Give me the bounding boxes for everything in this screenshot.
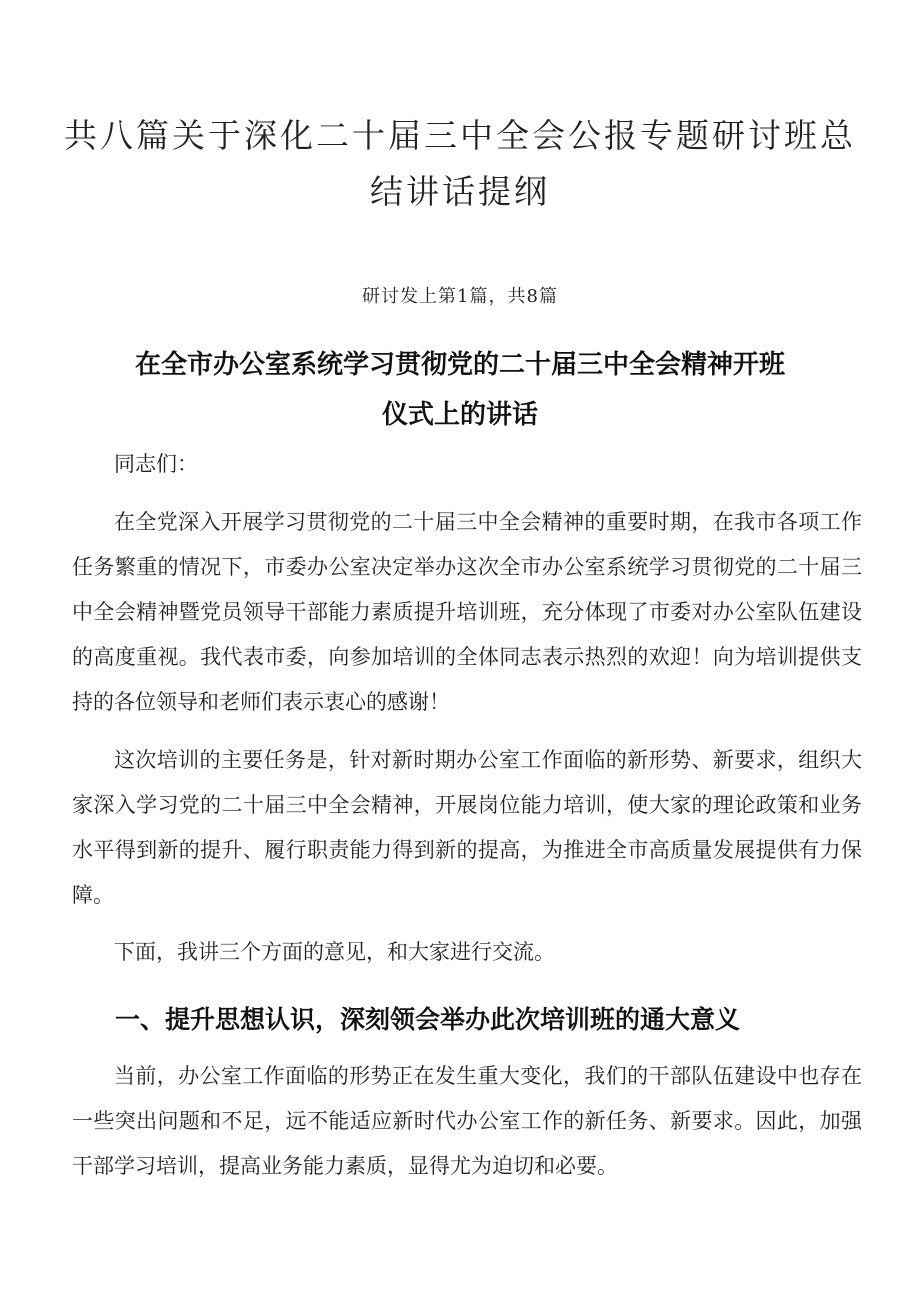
section-heading-1: 一、提升思想认识，深刻领会举办此次培训班的通大意义	[115, 1005, 741, 1034]
section-1-paragraph: 当前，办公室工作面临的形势正在发生重大变化，我们的干部队伍建设中也存在一些突出问题和不足，远不能适应新时代办公室工作的新任务、新要求。因此，加强干部学习培训，提高业务能力素质，显得尤为迫切和必要。	[72, 1064, 862, 1178]
main-title	[60, 108, 860, 220]
paragraph-2: 这次培训的主要任务是，针对新时期办公室工作面临的新形势、新要求，组织大家深入学习党的二十届三中全会精神，开展岗位能力培训，使大家的理论政策和业务水平得到新的提升、履行职责能力得到新的提高，为推进全市高质量发展提供有力保障。	[72, 748, 862, 907]
speech-title-line1: 在全市办公室系统学习贯彻党的二十届三中全会精神开班	[134, 350, 785, 380]
main-title-line2: 结讲话提纲	[370, 172, 550, 211]
article-counter: 研讨发上第1篇，共8篇	[362, 286, 558, 307]
salutation: 同志们：	[114, 452, 198, 476]
paragraph-1: 在全党深入开展学习贯彻党的二十届三中全会精神的重要时期，在我市各项工作任务繁重的情况下，市委办公室决定举办这次全市办公室系统学习贯彻党的二十届三中全会精神暨党员领导干部能力素质提升培训班，充分体现了市委对办公室队伍建设的高度重视。我代表市委，向参加培训的全体同志表示热烈的欢迎！向为培训提供支持的各位领导和老师们表示衷心的感谢！	[72, 510, 862, 714]
speech-title	[110, 340, 810, 440]
main-title-line1: 共八篇关于深化二十届三中全会公报专题研讨班总	[64, 116, 856, 155]
speech-title-line2: 仪式上的讲话	[381, 400, 538, 430]
paragraph-3: 下面，我讲三个方面的意见，和大家进行交流。	[114, 940, 555, 964]
